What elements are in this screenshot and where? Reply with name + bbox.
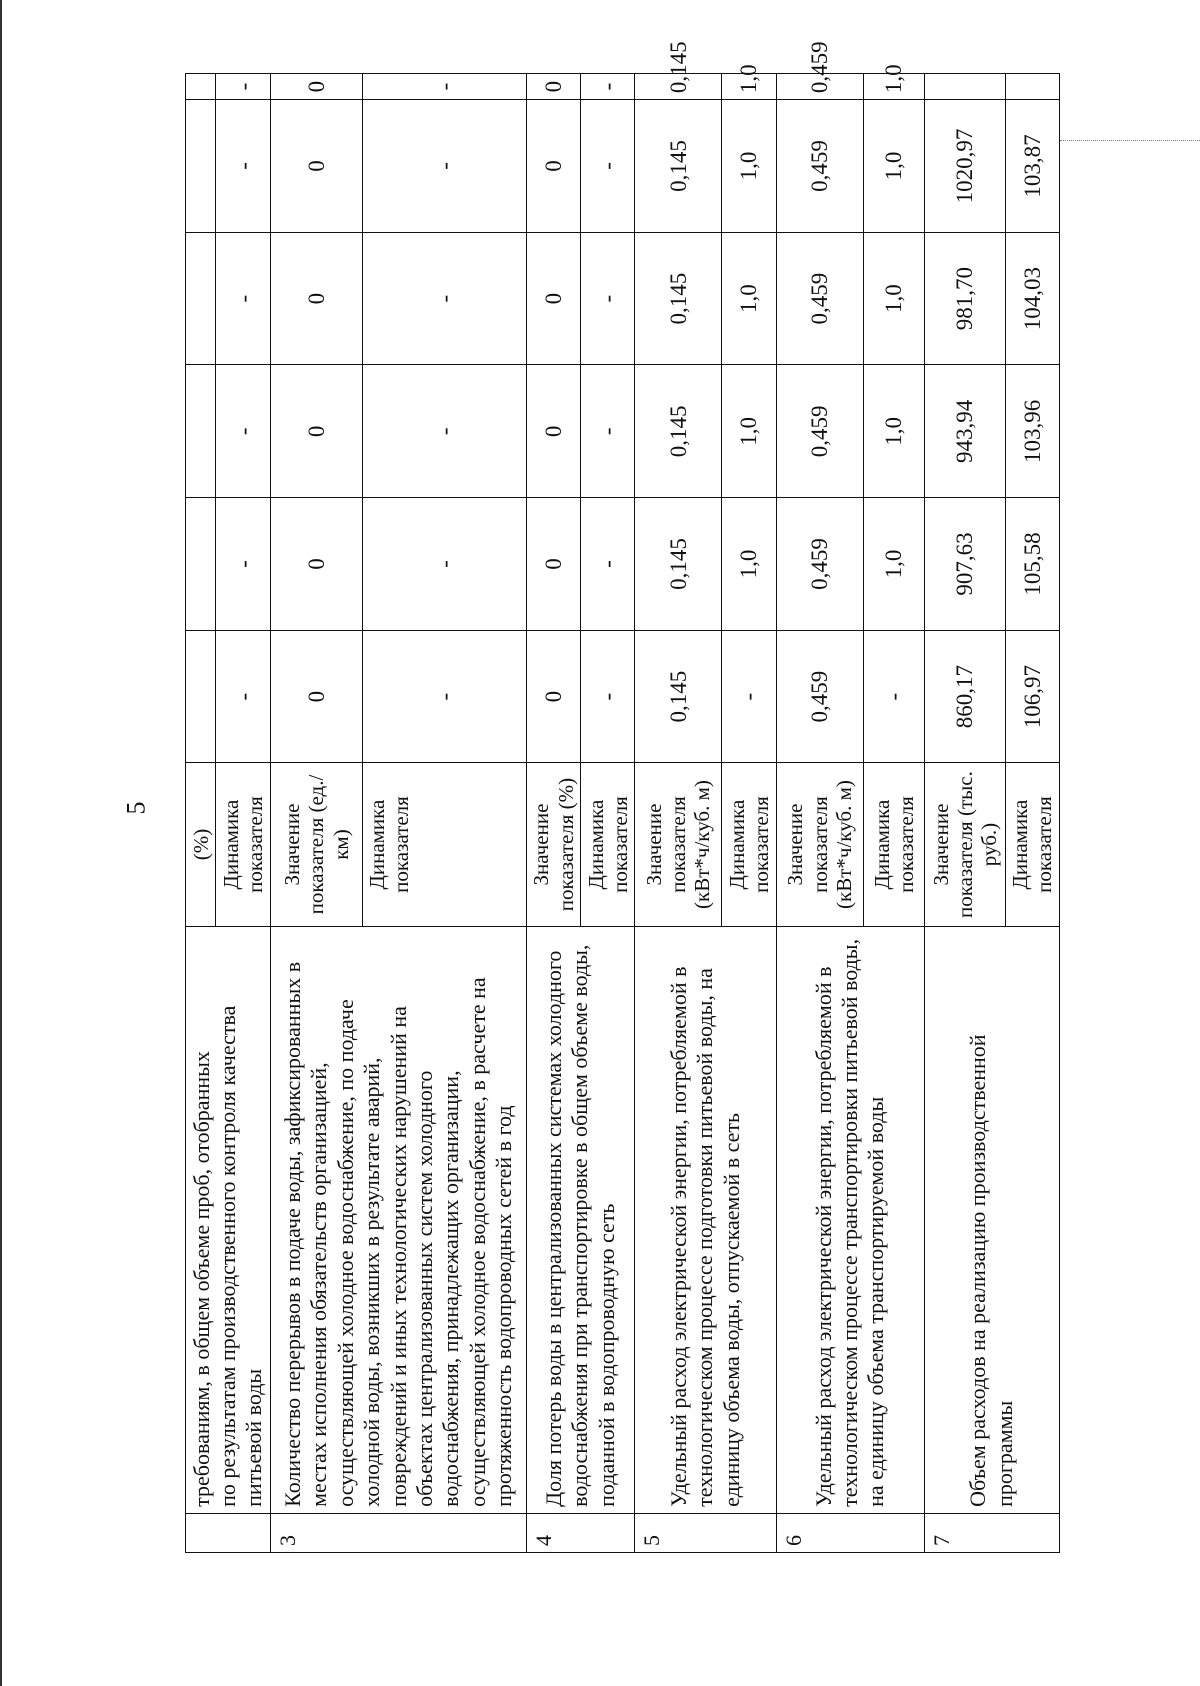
indicator-kind: Динамика показателя [362,763,526,926]
value-cell: 106,97 [1005,630,1059,763]
value-cell: 1,0 [722,100,776,233]
value-cell: 0 [271,498,362,631]
value-cell: - [362,232,526,365]
value-cell: - [362,100,526,233]
value-cell: 1020,97 [924,100,1005,233]
value-cell: 0,145 [635,498,722,631]
table-row [271,74,362,1553]
row-number-cell [186,1513,271,1552]
indicator-kind: Динамика показателя [581,763,635,926]
value-cell: 0 [271,100,362,233]
indicators-table [185,41,1060,1553]
indicator-description: Количество перерывов в подаче воды, зафиксированных в местах исполнения обязательств организацией, осуществляющей холодное водоснабжение, по подаче холодной воды, возникших в результате аварий, повреждений и иных технологических нарушений на объектах централизованных систем холодного водоснабжения, принадлежащих организации, осуществляющей холодное водоснабжение, в расчете на протяженность водопроводных сетей в год [271,926,527,1513]
value-cell: 0,459 [776,630,863,763]
value-cell [186,365,216,498]
value-cell: 0 [271,630,362,763]
indicator-kind: Динамика показателя [1005,763,1059,926]
table-row [776,74,863,1553]
indicator-kind: (%) [186,763,216,926]
indicator-kind: Значение показателя (кВт*ч/куб. м) [635,763,722,926]
row-number: 6 [776,1513,924,1552]
page-number: 5 [121,801,151,815]
row-number: 4 [527,1513,635,1552]
value-cell: 1,0 [863,498,924,631]
row-number: 7 [924,1513,1059,1552]
value-cell: - [362,498,526,631]
rotated-sheet [185,41,1060,1553]
value-cell: 0 [527,74,581,100]
value-cell: - [362,74,526,100]
table-row [527,74,581,1553]
value-cell: 0,459 [776,232,863,365]
value-cell: 1,0 [722,365,776,498]
indicator-kind: Значение показателя (тыс. руб.) [924,763,1005,926]
value-cell: - [581,74,635,100]
value-cell: 981,70 [924,232,1005,365]
value-cell [1005,74,1059,100]
value-cell: 104,03 [1005,232,1059,365]
value-cell: - [216,630,271,763]
indicator-kind: Динамика показателя [216,763,271,926]
value-cell [186,498,216,631]
value-cell [186,630,216,763]
value-cell: 0 [271,74,362,100]
value-cell: 0,145 [635,365,722,498]
value-cell: 1,0 [863,365,924,498]
value-cell: 0,459 [776,100,863,233]
value-cell: 860,17 [924,630,1005,763]
value-cell: 0,459 [776,498,863,631]
value-cell: 103,96 [1005,365,1059,498]
indicator-description: Удельный расход электрической энергии, потребляемой в технологическом процессе подготовки питьевой воды, на единицу объема воды, отпускаемой в сеть [635,926,776,1513]
value-cell: 0,145 [635,100,722,233]
value-cell: 907,63 [924,498,1005,631]
value-cell: 1,0 [722,498,776,631]
value-cell: 0,459 [776,365,863,498]
value-cell: - [863,630,924,763]
indicator-kind: Динамика показателя [722,763,776,926]
value-cell: - [581,498,635,631]
value-cell: 0 [271,232,362,365]
value-cell: 1,0 [863,232,924,365]
value-cell: - [581,100,635,233]
value-cell [924,74,1005,100]
value-cell: 1,0 [863,100,924,233]
value-cell: 0 [527,100,581,233]
indicator-description: Объем расходов на реализацию производственной программы [924,926,1059,1513]
row-number: 5 [635,1513,776,1552]
table-row [635,74,722,1553]
value-cell: 0 [527,630,581,763]
value-cell: 0 [527,365,581,498]
row-number: 3 [271,1513,527,1552]
value-cell: - [581,630,635,763]
indicator-kind: Значение показателя (кВт*ч/куб. м) [776,763,863,926]
value-cell: - [581,232,635,365]
value-cell [186,100,216,233]
scan-left-edge [0,0,2,1686]
value-cell: 0,145 [635,74,722,100]
value-cell: - [216,74,271,100]
value-cell: 1,0 [722,232,776,365]
indicator-description: Удельный расход электрической энергии, потребляемой в технологическом процессе транспортировки питьевой воды, на единицу объема транспортируемой воды [776,926,924,1513]
value-cell: - [216,232,271,365]
value-cell: - [216,498,271,631]
value-cell: - [722,630,776,763]
indicator-kind: Значение показателя (ед./км) [271,763,362,926]
value-cell: 103,87 [1005,100,1059,233]
value-cell [186,232,216,365]
value-cell: 0 [527,498,581,631]
value-cell: - [581,365,635,498]
value-cell: - [216,365,271,498]
value-cell: 0,145 [635,630,722,763]
table-row [186,74,216,1553]
value-cell: 0 [527,232,581,365]
indicator-kind: Динамика показателя [863,763,924,926]
indicator-description: Доля потерь воды в централизованных системах холодного водоснабжения при транспортировке в общем объеме воды, поданной в водопроводную сеть [527,926,635,1513]
indicator-description: требованиям, в общем объеме проб, отобранных по результатам производственного контроля качества питьевой воды [186,926,271,1513]
value-cell: 1,0 [863,74,924,100]
value-cell: 0 [271,365,362,498]
value-cell: 0,459 [776,74,863,100]
value-cell: 1,0 [722,74,776,100]
value-cell: 0,145 [635,232,722,365]
value-cell: - [362,630,526,763]
value-cell: 943,94 [924,365,1005,498]
scan-artifact [1060,140,1200,147]
value-cell [186,74,216,100]
value-cell: 105,58 [1005,498,1059,631]
value-cell: - [362,365,526,498]
value-cell: - [216,100,271,233]
table-row [924,74,1005,1553]
indicator-kind: Значение показателя (%) [527,763,581,926]
